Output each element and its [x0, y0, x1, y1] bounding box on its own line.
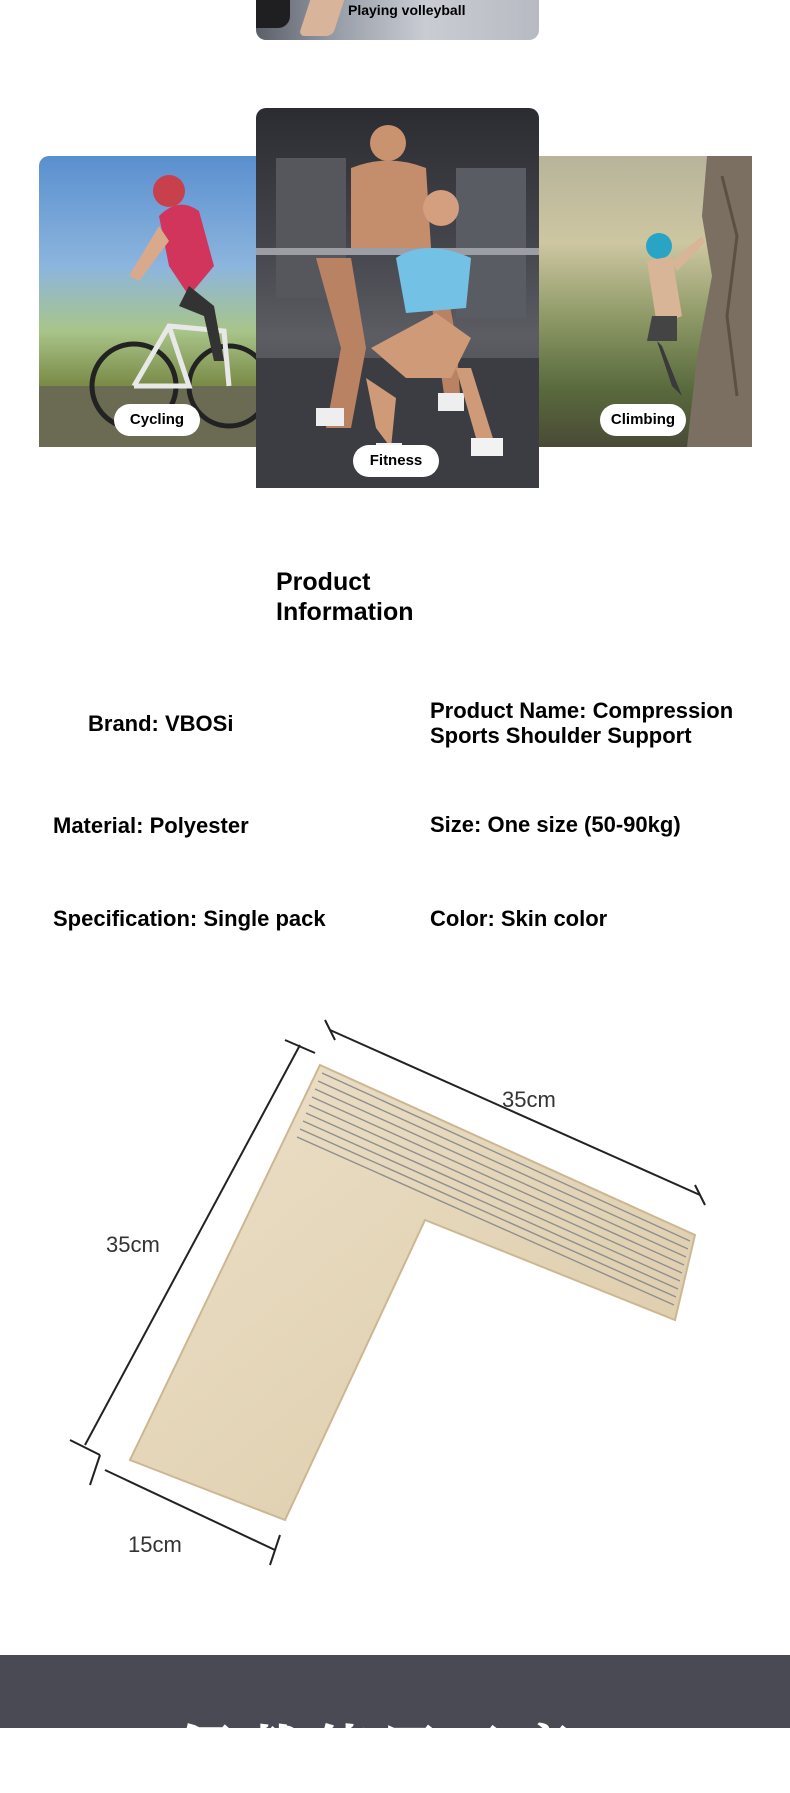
shoulder-support-dimension-diagram [60, 1015, 740, 1585]
product-name-spec [430, 698, 733, 748]
side-length-label: 35cm [106, 1232, 160, 1257]
volleyball-shoe-shape [256, 0, 290, 28]
climbing-image-card [537, 156, 752, 447]
brand-spec: Brand: VBOSi [88, 711, 234, 736]
top-width-label: 35cm [502, 1087, 556, 1112]
bottom-width-label: 15cm [128, 1532, 182, 1557]
heading-line-2: Information [276, 598, 414, 626]
material-spec: Material: Polyester [53, 813, 249, 838]
color-spec: Color: Skin color [430, 906, 608, 931]
product-information-heading [276, 567, 414, 627]
product-name-line-1: Product Name: Compression [430, 698, 734, 723]
volleyball-image-card [256, 0, 539, 40]
cycling-label: Cycling [114, 404, 200, 436]
product-name-line-2: Sports Shoulder Support [430, 723, 692, 748]
size-spec: Size: One size (50-90kg) [430, 812, 681, 837]
fitness-label: Fitness [353, 445, 439, 477]
heading-line-1: Product [276, 568, 371, 596]
cycling-image-card [39, 156, 261, 447]
volleyball-label: Playing volleyball [348, 2, 466, 18]
volleyball-arm-shape [299, 0, 348, 36]
fitness-image-card [256, 108, 539, 488]
specification-spec: Specification: Single pack [53, 906, 326, 931]
climbing-label: Climbing [600, 404, 686, 436]
usage-demo-heading: 佩戴使用示意 [175, 1720, 583, 1790]
fitness-illustration [256, 108, 539, 488]
section-footer-band [0, 1655, 790, 1790]
